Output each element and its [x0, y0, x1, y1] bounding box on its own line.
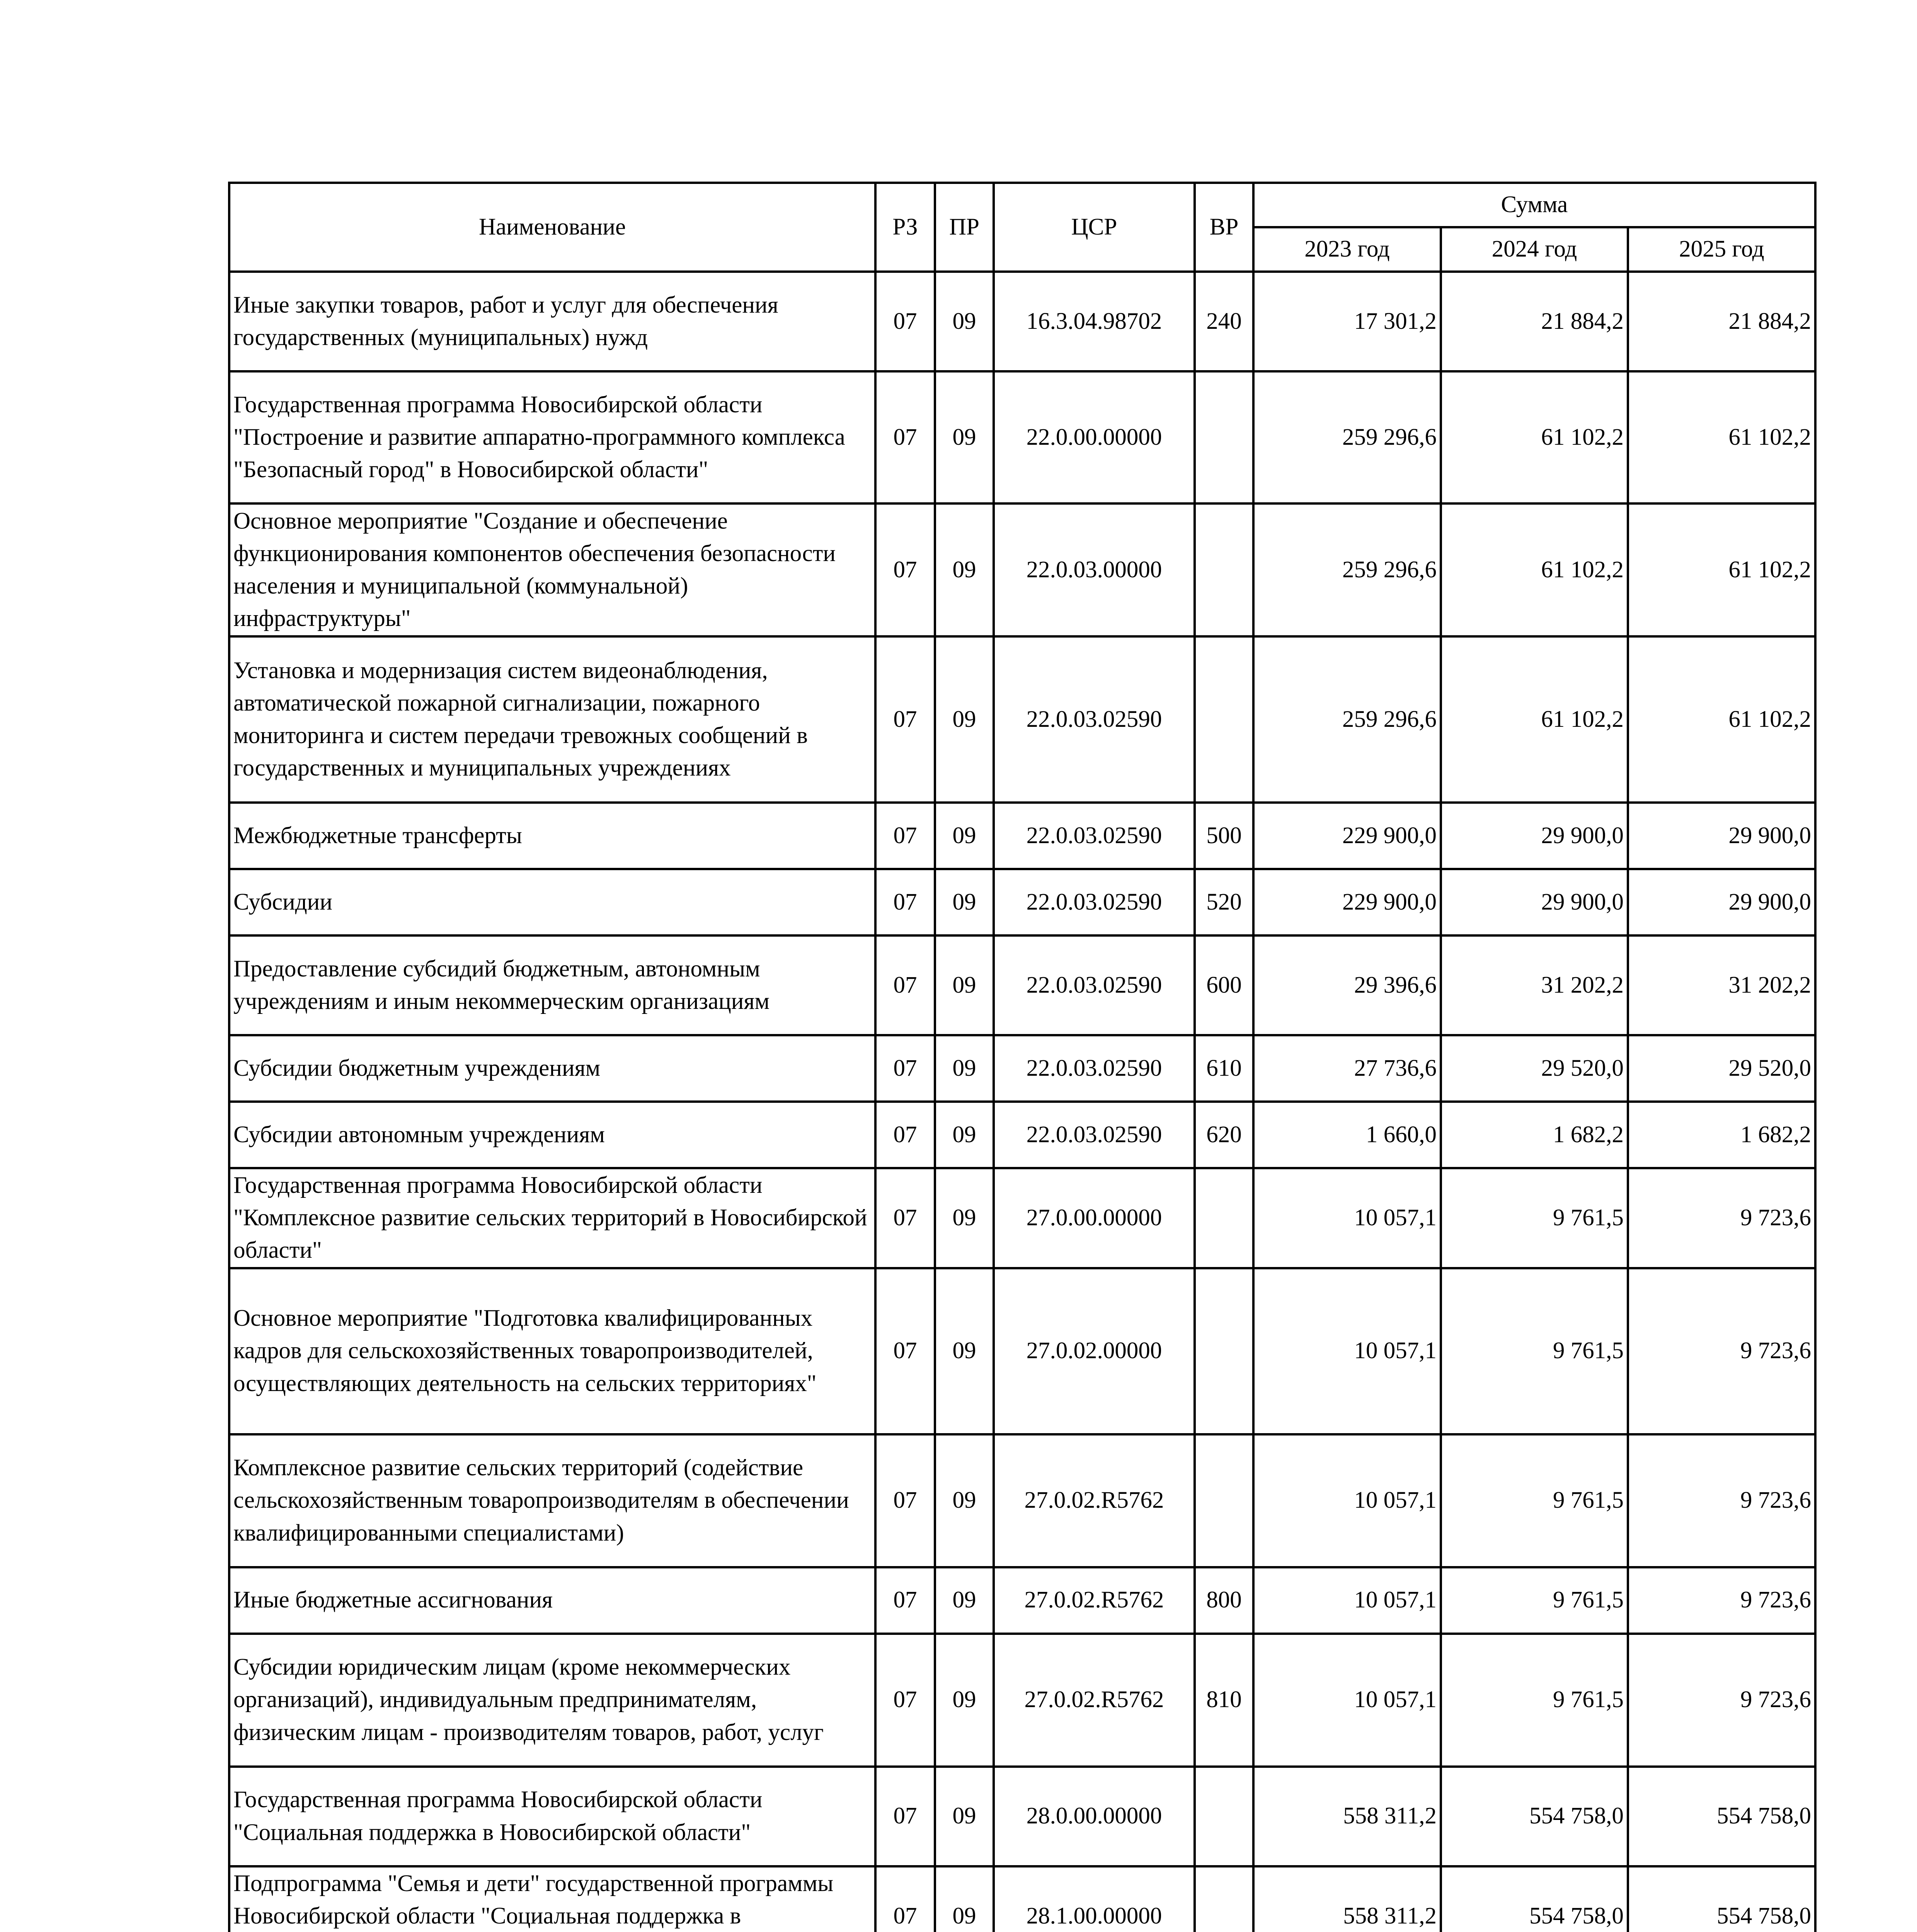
cell-rz: 07	[875, 803, 935, 869]
header-pr: ПР	[935, 183, 994, 272]
cell-2023: 29 396,6	[1253, 935, 1441, 1035]
cell-2024: 29 520,0	[1441, 1035, 1628, 1102]
table-row	[229, 636, 1815, 803]
header-name: Наименование	[229, 183, 875, 272]
cell-name: Иные закупки товаров, работ и услуг для обеспечения государственных (муниципальных) нужд	[229, 272, 875, 371]
cell-name: Государственная программа Новосибирской области "Социальная поддержка в Новосибирской области"	[229, 1767, 875, 1866]
cell-pr: 09	[935, 1866, 994, 1932]
cell-2023: 10 057,1	[1253, 1268, 1441, 1434]
cell-rz: 07	[875, 1168, 935, 1268]
cell-name: Основное мероприятие "Подготовка квалифицированных кадров для сельскохозяйственных товаропроизводителей, осуществляющих деятельность на сельских территориях"	[229, 1268, 875, 1434]
cell-rz: 07	[875, 1268, 935, 1434]
cell-rz: 07	[875, 935, 935, 1035]
cell-2025: 61 102,2	[1628, 371, 1815, 503]
cell-pr: 09	[935, 1767, 994, 1866]
cell-csr: 22.0.03.02590	[994, 1035, 1195, 1102]
cell-vr	[1195, 1268, 1253, 1434]
cell-pr: 09	[935, 1434, 994, 1567]
cell-2023: 259 296,6	[1253, 371, 1441, 503]
cell-2024: 554 758,0	[1441, 1866, 1628, 1932]
cell-pr: 09	[935, 803, 994, 869]
cell-rz: 07	[875, 1567, 935, 1634]
cell-2024: 9 761,5	[1441, 1567, 1628, 1634]
cell-csr: 27.0.02.R5762	[994, 1434, 1195, 1567]
cell-csr: 22.0.03.02590	[994, 636, 1195, 803]
cell-2025: 21 884,2	[1628, 272, 1815, 371]
cell-vr: 800	[1195, 1567, 1253, 1634]
cell-2025: 554 758,0	[1628, 1767, 1815, 1866]
cell-pr: 09	[935, 935, 994, 1035]
cell-2025: 554 758,0	[1628, 1866, 1815, 1932]
cell-2024: 61 102,2	[1441, 371, 1628, 503]
cell-2023: 27 736,6	[1253, 1035, 1441, 1102]
cell-2023: 259 296,6	[1253, 503, 1441, 636]
cell-vr: 610	[1195, 1035, 1253, 1102]
table-row	[229, 1634, 1815, 1767]
cell-rz: 07	[875, 1634, 935, 1767]
cell-name: Субсидии юридическим лицам (кроме некоммерческих организаций), индивидуальным предпринимателям, физическим лицам - производителям товаров, работ, услуг	[229, 1634, 875, 1767]
cell-csr: 28.0.00.00000	[994, 1767, 1195, 1866]
table-row	[229, 1434, 1815, 1567]
cell-2025: 9 723,6	[1628, 1634, 1815, 1767]
cell-pr: 09	[935, 371, 994, 503]
cell-vr	[1195, 1767, 1253, 1866]
cell-rz: 07	[875, 503, 935, 636]
cell-2023: 558 311,2	[1253, 1866, 1441, 1932]
cell-name: Субсидии автономным учреждениям	[229, 1102, 875, 1168]
cell-rz: 07	[875, 1866, 935, 1932]
table-row	[229, 503, 1815, 636]
cell-pr: 09	[935, 636, 994, 803]
cell-pr: 09	[935, 503, 994, 636]
table-row	[229, 1268, 1815, 1434]
budget-table	[228, 182, 1817, 1932]
cell-vr: 240	[1195, 272, 1253, 371]
cell-csr: 27.0.02.R5762	[994, 1567, 1195, 1634]
cell-name: Межбюджетные трансферты	[229, 803, 875, 869]
cell-vr	[1195, 636, 1253, 803]
table-row	[229, 1866, 1815, 1932]
cell-2025: 61 102,2	[1628, 636, 1815, 803]
header-year-2024: 2024 год	[1441, 227, 1628, 272]
cell-csr: 22.0.03.00000	[994, 503, 1195, 636]
cell-2023: 259 296,6	[1253, 636, 1441, 803]
cell-2025: 29 900,0	[1628, 803, 1815, 869]
cell-2024: 29 900,0	[1441, 803, 1628, 869]
cell-csr: 28.1.00.00000	[994, 1866, 1195, 1932]
cell-csr: 22.0.00.00000	[994, 371, 1195, 503]
header-sum: Сумма	[1253, 183, 1815, 227]
table-row	[229, 1035, 1815, 1102]
cell-csr: 22.0.03.02590	[994, 803, 1195, 869]
cell-pr: 09	[935, 1035, 994, 1102]
cell-2023: 10 057,1	[1253, 1634, 1441, 1767]
cell-name: Субсидии	[229, 869, 875, 935]
cell-2023: 17 301,2	[1253, 272, 1441, 371]
cell-2025: 31 202,2	[1628, 935, 1815, 1035]
cell-csr: 22.0.03.02590	[994, 935, 1195, 1035]
cell-vr	[1195, 1434, 1253, 1567]
cell-rz: 07	[875, 636, 935, 803]
cell-vr: 810	[1195, 1634, 1253, 1767]
cell-2025: 9 723,6	[1628, 1567, 1815, 1634]
cell-vr: 500	[1195, 803, 1253, 869]
cell-rz: 07	[875, 1102, 935, 1168]
header-row-top	[229, 183, 1815, 227]
cell-csr: 27.0.02.00000	[994, 1268, 1195, 1434]
cell-pr: 09	[935, 1567, 994, 1634]
header-year-2023: 2023 год	[1253, 227, 1441, 272]
cell-2024: 31 202,2	[1441, 935, 1628, 1035]
header-csr: ЦСР	[994, 183, 1195, 272]
cell-2024: 21 884,2	[1441, 272, 1628, 371]
header-rz: РЗ	[875, 183, 935, 272]
table-row	[229, 371, 1815, 503]
cell-pr: 09	[935, 1634, 994, 1767]
cell-2025: 29 900,0	[1628, 869, 1815, 935]
cell-2023: 10 057,1	[1253, 1168, 1441, 1268]
table-row	[229, 1102, 1815, 1168]
table-body	[229, 272, 1815, 1932]
cell-name: Государственная программа Новосибирской области "Построение и развитие аппаратно-программного комплекса "Безопасный город" в Новосибирской области"	[229, 371, 875, 503]
cell-2024: 9 761,5	[1441, 1268, 1628, 1434]
cell-2023: 229 900,0	[1253, 869, 1441, 935]
cell-pr: 09	[935, 272, 994, 371]
cell-rz: 07	[875, 272, 935, 371]
cell-pr: 09	[935, 869, 994, 935]
cell-name: Установка и модернизация систем видеонаблюдения, автоматической пожарной сигнализации, пожарного мониторинга и систем передачи тревожных сообщений в государственных и муниципальных учреждениях	[229, 636, 875, 803]
cell-rz: 07	[875, 1767, 935, 1866]
cell-pr: 09	[935, 1102, 994, 1168]
cell-2025: 1 682,2	[1628, 1102, 1815, 1168]
cell-rz: 07	[875, 869, 935, 935]
cell-name: Комплексное развитие сельских территорий (содействие сельскохозяйственным товаропроизводителям в обеспечении квалифицированными специалистами)	[229, 1434, 875, 1567]
cell-2023: 229 900,0	[1253, 803, 1441, 869]
cell-rz: 07	[875, 371, 935, 503]
cell-2024: 1 682,2	[1441, 1102, 1628, 1168]
table-row	[229, 1168, 1815, 1268]
cell-rz: 07	[875, 1434, 935, 1567]
cell-csr: 27.0.02.R5762	[994, 1634, 1195, 1767]
cell-2024: 61 102,2	[1441, 636, 1628, 803]
cell-vr: 600	[1195, 935, 1253, 1035]
cell-name: Подпрограмма "Семья и дети" государственной программы Новосибирской области "Социальная поддержка в	[229, 1866, 875, 1932]
cell-2024: 9 761,5	[1441, 1434, 1628, 1567]
cell-2024: 554 758,0	[1441, 1767, 1628, 1866]
header-vr: ВР	[1195, 183, 1253, 272]
table-row	[229, 935, 1815, 1035]
cell-2025: 9 723,6	[1628, 1268, 1815, 1434]
cell-vr	[1195, 503, 1253, 636]
cell-csr: 16.3.04.98702	[994, 272, 1195, 371]
cell-name: Предоставление субсидий бюджетным, автономным учреждениям и иным некоммерческим организациям	[229, 935, 875, 1035]
cell-2023: 10 057,1	[1253, 1567, 1441, 1634]
cell-name: Государственная программа Новосибирской области "Комплексное развитие сельских территорий в Новосибирской области"	[229, 1168, 875, 1268]
cell-csr: 22.0.03.02590	[994, 869, 1195, 935]
cell-vr	[1195, 1168, 1253, 1268]
cell-pr: 09	[935, 1168, 994, 1268]
cell-rz: 07	[875, 1035, 935, 1102]
cell-2025: 61 102,2	[1628, 503, 1815, 636]
table-row	[229, 803, 1815, 869]
cell-2025: 9 723,6	[1628, 1168, 1815, 1268]
cell-2024: 9 761,5	[1441, 1634, 1628, 1767]
cell-2023: 1 660,0	[1253, 1102, 1441, 1168]
table-row	[229, 1767, 1815, 1866]
cell-name: Основное мероприятие "Создание и обеспечение функционирования компонентов обеспечения безопасности населения и муниципальной (коммунальной) инфраструктуры"	[229, 503, 875, 636]
cell-2024: 29 900,0	[1441, 869, 1628, 935]
cell-2024: 9 761,5	[1441, 1168, 1628, 1268]
cell-2023: 558 311,2	[1253, 1767, 1441, 1866]
cell-csr: 22.0.03.02590	[994, 1102, 1195, 1168]
cell-vr: 520	[1195, 869, 1253, 935]
cell-vr	[1195, 1866, 1253, 1932]
cell-csr: 27.0.00.00000	[994, 1168, 1195, 1268]
cell-vr	[1195, 371, 1253, 503]
cell-2023: 10 057,1	[1253, 1434, 1441, 1567]
cell-2025: 9 723,6	[1628, 1434, 1815, 1567]
cell-2025: 29 520,0	[1628, 1035, 1815, 1102]
cell-name: Иные бюджетные ассигнования	[229, 1567, 875, 1634]
cell-name: Субсидии бюджетным учреждениям	[229, 1035, 875, 1102]
table-row	[229, 869, 1815, 935]
table-row	[229, 1567, 1815, 1634]
table-row	[229, 272, 1815, 371]
header-year-2025: 2025 год	[1628, 227, 1815, 272]
cell-2024: 61 102,2	[1441, 503, 1628, 636]
cell-pr: 09	[935, 1268, 994, 1434]
cell-vr: 620	[1195, 1102, 1253, 1168]
